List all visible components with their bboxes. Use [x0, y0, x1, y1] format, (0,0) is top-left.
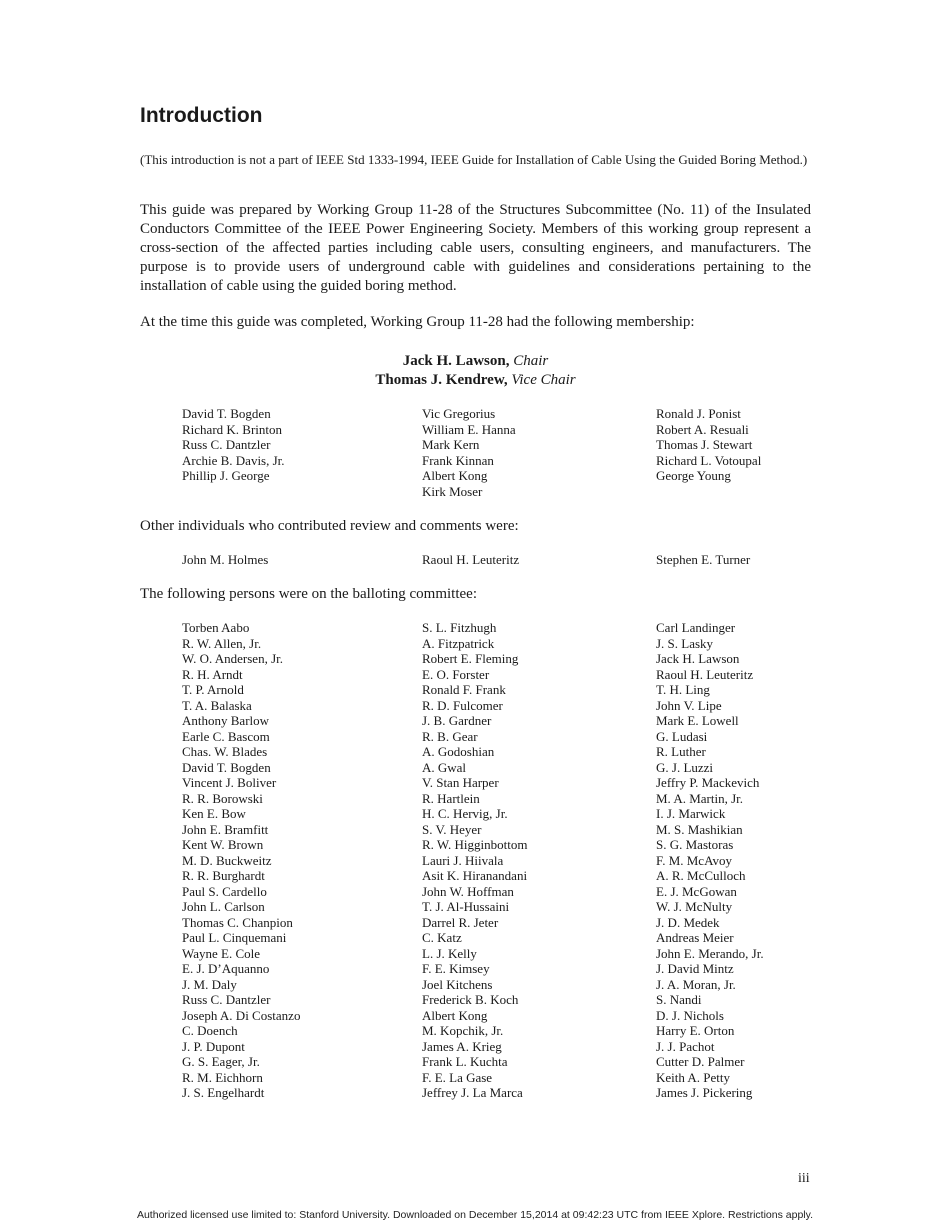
officer-name: Jack H. Lawson, [402, 353, 510, 369]
member-name: William E. Hanna [422, 421, 516, 437]
officer-name: Thomas J. Kendrew, [375, 372, 508, 388]
officer-chair [140, 352, 811, 371]
member-name: L. J. Kelly [422, 945, 477, 961]
member-name: Frank L. Kuchta [422, 1054, 508, 1069]
member-name: Russ C. Dantzler [182, 437, 271, 452]
member-name: John L. Carlson [182, 899, 265, 914]
member-name: Darrel R. Jeter [422, 914, 499, 930]
member-name: Ronald F. Frank [422, 682, 506, 697]
member-name: G. J. Luzzi [656, 759, 714, 775]
member-name: C. Katz [422, 930, 462, 945]
member-name: M. A. Martin, Jr. [656, 790, 744, 806]
member-name: Lauri J. Hiivala [422, 852, 504, 868]
name-column [656, 620, 764, 1101]
member-name: Albert Kong [422, 1007, 488, 1023]
member-name: V. Stan Harper [422, 775, 499, 790]
member-name: Raoul H. Leuteritz [422, 552, 520, 567]
officer-vice-chair [140, 371, 811, 390]
member-name: Jeffrey J. La Marca [422, 1085, 523, 1100]
member-name: Frederick B. Koch [422, 992, 519, 1007]
member-name: John M. Holmes [182, 552, 269, 567]
member-name: J. D. Medek [656, 914, 720, 930]
member-name: Ronald J. Ponist [656, 406, 741, 421]
member-name: Phillip J. George [182, 468, 270, 483]
member-name: J. David Mintz [656, 961, 734, 976]
member-name: R. Hartlein [422, 790, 480, 806]
name-column [182, 552, 268, 568]
member-name: Jeffry P. Mackevich [656, 775, 760, 790]
officer-role: Vice Chair [511, 372, 576, 388]
member-name: Wayne E. Cole [182, 945, 261, 961]
member-name: S. G. Mastoras [656, 837, 734, 852]
member-name: J. B. Gardner [422, 713, 492, 728]
name-column [656, 552, 750, 568]
member-name: John W. Hoffman [422, 883, 514, 899]
member-name: Andreas Meier [656, 930, 734, 945]
page-title: Introduction [140, 104, 263, 127]
member-name: Jack H. Lawson [656, 651, 740, 666]
member-name: A. Gwal [422, 759, 467, 775]
member-name: Asit K. Hiranandani [422, 868, 528, 883]
member-name: Paul S. Cardello [182, 883, 267, 899]
member-name: James J. Pickering [656, 1085, 753, 1100]
member-name: John E. Bramfitt [182, 821, 269, 837]
member-name: David T. Bogden [182, 759, 271, 775]
member-name: I. J. Marwick [656, 806, 726, 821]
name-column [182, 406, 285, 484]
member-name: John E. Merando, Jr. [656, 945, 764, 961]
name-column [422, 552, 519, 568]
member-name: F. E. Kimsey [422, 961, 490, 976]
member-name: Albert Kong [422, 468, 488, 483]
member-name: Vic Gregorius [422, 406, 496, 421]
member-name: Richard K. Brinton [182, 421, 283, 437]
member-name: S. L. Fitzhugh [422, 620, 497, 635]
contributors-intro: Other individuals who contributed review and comments were: [140, 518, 519, 534]
member-name: R. H. Arndt [182, 666, 243, 682]
intro-paragraph: This guide was prepared by Working Group 11-28 of the Structures Subcommittee (No. 11) of the Insulated Conductors Committee of the IEEE Power Engineering Society. Members of this working group represent a cross-section of the affected parties including cable users, consulting engineers, and manufacturers. The purpose is to provide users of underground cable with guidelines and considerations pertaining to the installation of cable using the guided boring method. [140, 202, 811, 294]
name-column [422, 620, 527, 1101]
member-name: Stephen E. Turner [656, 552, 751, 567]
member-name: A. R. McCulloch [656, 868, 746, 883]
member-name: R. B. Gear [422, 728, 478, 744]
member-name: A. Godoshian [422, 744, 495, 759]
member-name: J. A. Moran, Jr. [656, 976, 736, 992]
member-name: John V. Lipe [656, 697, 722, 713]
member-name: Harry E. Orton [656, 1023, 735, 1038]
member-name: Robert E. Fleming [422, 651, 519, 666]
member-name: Earle C. Bascom [182, 728, 270, 744]
member-name: R. M. Eichhorn [182, 1069, 263, 1085]
member-name: G. S. Eager, Jr. [182, 1054, 260, 1069]
member-name: Joel Kitchens [422, 976, 493, 992]
member-name: Paul L. Cinquemani [182, 930, 287, 945]
member-name: Raoul H. Leuteritz [656, 666, 754, 682]
member-name: George Young [656, 468, 731, 483]
member-name: Cutter D. Palmer [656, 1054, 745, 1069]
member-name: D. J. Nichols [656, 1007, 724, 1023]
member-name: C. Doench [182, 1023, 238, 1038]
member-name: Frank Kinnan [422, 452, 494, 468]
member-name: Richard L. Votoupal [656, 452, 762, 468]
member-name: R. Luther [656, 744, 706, 759]
member-name: Vincent J. Boliver [182, 775, 277, 790]
name-column [656, 406, 761, 484]
member-name: J. S. Engelhardt [182, 1085, 265, 1100]
member-name: F. M. McAvoy [656, 852, 733, 868]
officers-block [140, 352, 811, 390]
member-name: R. R. Burghardt [182, 868, 265, 883]
member-name: F. E. La Gase [422, 1069, 493, 1085]
membership-intro: At the time this guide was completed, Working Group 11-28 had the following membership: [140, 314, 695, 330]
officer-role: Chair [513, 353, 549, 369]
member-name: Archie B. Davis, Jr. [182, 452, 285, 468]
member-name: Anthony Barlow [182, 713, 270, 728]
member-name: Kirk Moser [422, 483, 483, 499]
member-name: Keith A. Petty [656, 1069, 731, 1085]
member-name: E. J. McGowan [656, 883, 737, 899]
member-name: Torben Aabo [182, 620, 250, 635]
member-name: M. Kopchik, Jr. [422, 1023, 504, 1038]
balloting-intro: The following persons were on the balloting committee: [140, 586, 478, 602]
member-name: Carl Landinger [656, 620, 736, 635]
member-name: R. W. Allen, Jr. [182, 635, 262, 651]
member-name: S. V. Heyer [422, 821, 482, 837]
member-name: Russ C. Dantzler [182, 992, 271, 1007]
member-name: J. M. Daly [182, 976, 237, 992]
member-name: T. P. Arnold [182, 682, 244, 697]
member-name: T. H. Ling [656, 682, 710, 697]
member-name: R. D. Fulcomer [422, 697, 503, 713]
member-name: T. A. Balaska [182, 697, 252, 713]
member-name: R. R. Borowski [182, 790, 263, 806]
member-name: A. Fitzpatrick [422, 635, 495, 651]
page-number: iii [798, 1171, 810, 1186]
member-name: W. J. McNulty [656, 899, 733, 914]
member-name: James A. Krieg [422, 1038, 502, 1054]
name-column [422, 406, 516, 499]
member-name: Kent W. Brown [182, 837, 264, 852]
member-name: M. S. Mashikian [656, 821, 743, 837]
introduction-note: (This introduction is not a part of IEEE Std 1333-1994, IEEE Guide for Installation of Cable Using the Guided Boring Method.) [140, 152, 808, 167]
member-name: Mark Kern [422, 437, 480, 452]
member-name: H. C. Hervig, Jr. [422, 806, 508, 821]
member-name: Ken E. Bow [182, 806, 246, 821]
member-name: Robert A. Resuali [656, 421, 749, 437]
member-name: M. D. Buckweitz [182, 852, 272, 868]
member-name: J. S. Lasky [656, 635, 714, 651]
member-name: J. J. Pachot [656, 1038, 715, 1054]
member-name: E. O. Forster [422, 666, 490, 682]
member-name: G. Ludasi [656, 728, 708, 744]
member-name: Chas. W. Blades [182, 744, 268, 759]
member-name: David T. Bogden [182, 406, 271, 421]
member-name: Thomas C. Chanpion [182, 914, 293, 930]
member-name: Thomas J. Stewart [656, 437, 753, 452]
member-name: J. P. Dupont [182, 1038, 245, 1054]
member-name: R. W. Higginbottom [422, 837, 528, 852]
license-footer: Authorized licensed use limited to: Stanford University. Downloaded on December 15,2014 at 09:42:23 UTC from IEEE Xplore. Restrictions apply. [136, 1209, 814, 1221]
name-column [182, 620, 300, 1101]
member-name: W. O. Andersen, Jr. [182, 651, 283, 666]
member-name: T. J. Al-Hussaini [422, 899, 510, 914]
member-name: Mark E. Lowell [656, 713, 739, 728]
member-name: Joseph A. Di Costanzo [182, 1007, 301, 1023]
member-name: E. J. D’Aquanno [182, 961, 270, 976]
member-name: S. Nandi [656, 992, 702, 1007]
